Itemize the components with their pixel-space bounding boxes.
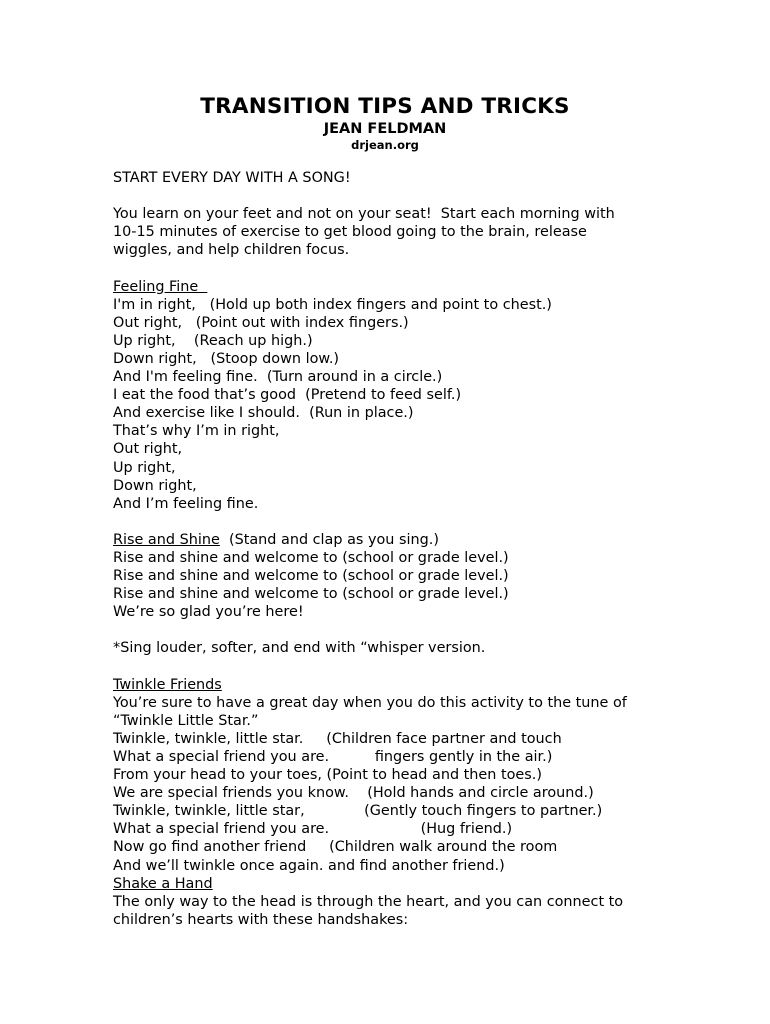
intro-heading: START EVERY DAY WITH A SONG! (113, 170, 351, 186)
song-line: Rise and shine and welcome to (school or grade level.) (113, 586, 509, 603)
song-line: We are special friends you know. (Hold hands and circle around.) (113, 785, 594, 802)
song-line: Out right, (113, 441, 183, 458)
song-line: Out right, (Point out with index fingers.) (113, 314, 409, 331)
song-line: Twinkle, twinkle, little star. (Children face partner and touch (113, 730, 562, 747)
rise-and-shine-note: (Stand and clap as you sing.) (219, 531, 439, 548)
website: drjean.org (351, 138, 419, 152)
author-name: JEAN FELDMAN (323, 121, 447, 137)
intro-line: wiggles, and help children focus. (113, 242, 350, 259)
song-line: Up right, (113, 459, 176, 476)
rise-and-shine-heading: Rise and Shine (113, 531, 220, 548)
song-line: I'm in right, (Hold up both index fingers and point to chest.) (113, 296, 552, 313)
song-line: And I’m feeling fine. (113, 495, 259, 512)
document-body (113, 169, 673, 929)
song-line: And exercise like I should. (Run in place.) (113, 405, 414, 422)
twinkle-friends-heading: Twinkle Friends (113, 676, 222, 693)
song-line: And we’ll twinkle once again. and find another friend.) (113, 857, 505, 874)
song-line: What a special friend you are. (Hug friend.) (113, 821, 513, 838)
song-line: “Twinkle Little Star.” (113, 712, 259, 729)
song-line: Down right, (Stoop down low.) (113, 350, 340, 367)
song-line: Rise and shine and welcome to (school or grade level.) (113, 549, 509, 566)
song-line: Twinkle, twinkle, little star, (Gently touch fingers to partner.) (113, 803, 603, 820)
document-title: TRANSITION TIPS AND TRICKS (200, 94, 570, 119)
intro-line: 10-15 minutes of exercise to get blood going to the brain, release (113, 224, 587, 241)
song-line: From your head to your toes, (Point to head and then toes.) (113, 767, 542, 784)
rise-and-shine-header (113, 531, 673, 549)
song-line: I eat the food that’s good (Pretend to feed self.) (113, 387, 462, 404)
paragraph-line: children’s hearts with these handshakes: (113, 911, 409, 928)
song-line: Rise and shine and welcome to (school or grade level.) (113, 568, 509, 585)
feeling-fine-heading: Feeling Fine (113, 278, 208, 295)
song-line: You’re sure to have a great day when you do this activity to the tune of (113, 694, 627, 711)
paragraph-line: The only way to the head is through the heart, and you can connect to (113, 893, 624, 910)
song-line: That’s why I’m in right, (113, 423, 280, 440)
intro-line: You learn on your feet and not on your seat! Start each morning with (113, 206, 615, 223)
song-footnote: *Sing louder, softer, and end with “whisper version. (113, 640, 486, 657)
song-line: And I'm feeling fine. (Turn around in a circle.) (113, 369, 443, 386)
song-line: We’re so glad you’re here! (113, 604, 304, 621)
song-line: What a special friend you are. fingers gently in the air.) (113, 749, 553, 765)
song-line: Now go find another friend (Children walk around the room (113, 839, 558, 856)
song-line: Down right, (113, 477, 197, 494)
song-line: Up right, (Reach up high.) (113, 332, 313, 349)
shake-a-hand-heading: Shake a Hand (113, 875, 213, 892)
